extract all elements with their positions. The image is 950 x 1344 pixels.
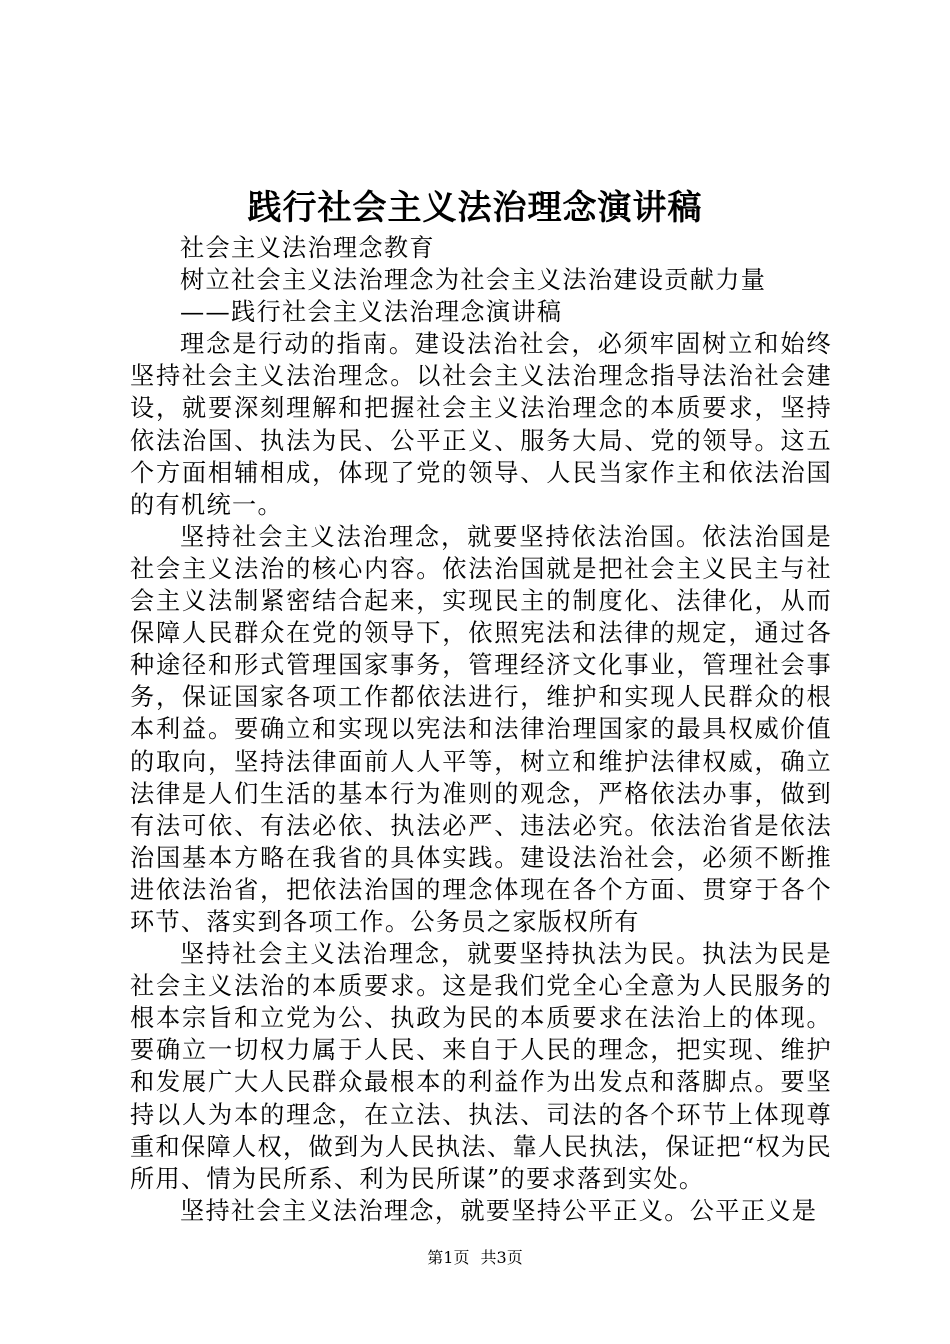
document-body <box>130 232 832 1227</box>
page-total: 共3页 <box>480 1248 523 1267</box>
subtitle-line: ——践行社会主义法治理念演讲稿 <box>180 298 563 327</box>
body-paragraph: 坚持社会主义法治理念，就要坚持依法治国。依法治国是社会主义法治的核心内容。依法治国就是把社会主义民主与社会主义法制紧密结合起来，实现民主的制度化、法律化，从而保障人民群众在党的领导下，依照宪法和法律的规定，通过各种途径和形式管理国家事务，管理经济文化事业，管理社会事务，保证国家各项工作都依法进行，维护和实现人民群众的根本利益。要确立和实现以宪法和法律治理国家的最具权威价值的取向，坚持法律面前人人平等，树立和维护法律权威，确立法律是人们生活的基本行为准则的观念，严格依法办事，做到有法可依、有法必依、执法必严、违法必究。依法治省是依法治国基本方略在我省的具体实践。建设法治社会，必须不断推进依法治省，把依法治国的理念体现在各个方面、贯穿于各个环节、落实到各项工作。公务员之家版权所有 <box>130 522 832 936</box>
body-paragraph: 坚持社会主义法治理念，就要坚持公平正义。公平正义是 <box>180 1196 818 1225</box>
page-footer <box>0 1245 950 1268</box>
body-paragraph: 理念是行动的指南。建设法治社会，必须牢固树立和始终坚持社会主义法治理念。以社会主义法治理念指导法治社会建设，就要深刻理解和把握社会主义法治理念的本质要求，坚持依法治国、执法为民、公平正义、服务大局、党的领导。这五个方面相辅相成，体现了党的领导、人民当家作主和依法治国的有机统一。 <box>130 330 832 519</box>
body-paragraph: 坚持社会主义法治理念，就要坚持执法为民。执法为民是社会主义法治的本质要求。这是我们党全心全意为人民服务的根本宗旨和立党为公、执政为民的本质要求在法治上的体现。要确立一切权力属于人民、来自于人民的理念，把实现、维护和发展广大人民群众最根本的利益作为出发点和落脚点。要坚持以人为本的理念，在立法、执法、司法的各个环节上体现尊重和保障人权，做到为人民执法、靠人民执法，保证把“权为民所用、情为民所系、利为民所谋”的要求落到实处。 <box>130 940 832 1193</box>
page-number: 第1页 <box>427 1248 470 1267</box>
subtitle-line: 树立社会主义法治理念为社会主义法治建设贡献力量 <box>180 266 767 295</box>
document-title: 践行社会主义法治理念演讲稿 <box>247 188 703 228</box>
subtitle-line: 社会主义法治理念教育 <box>180 234 435 262</box>
